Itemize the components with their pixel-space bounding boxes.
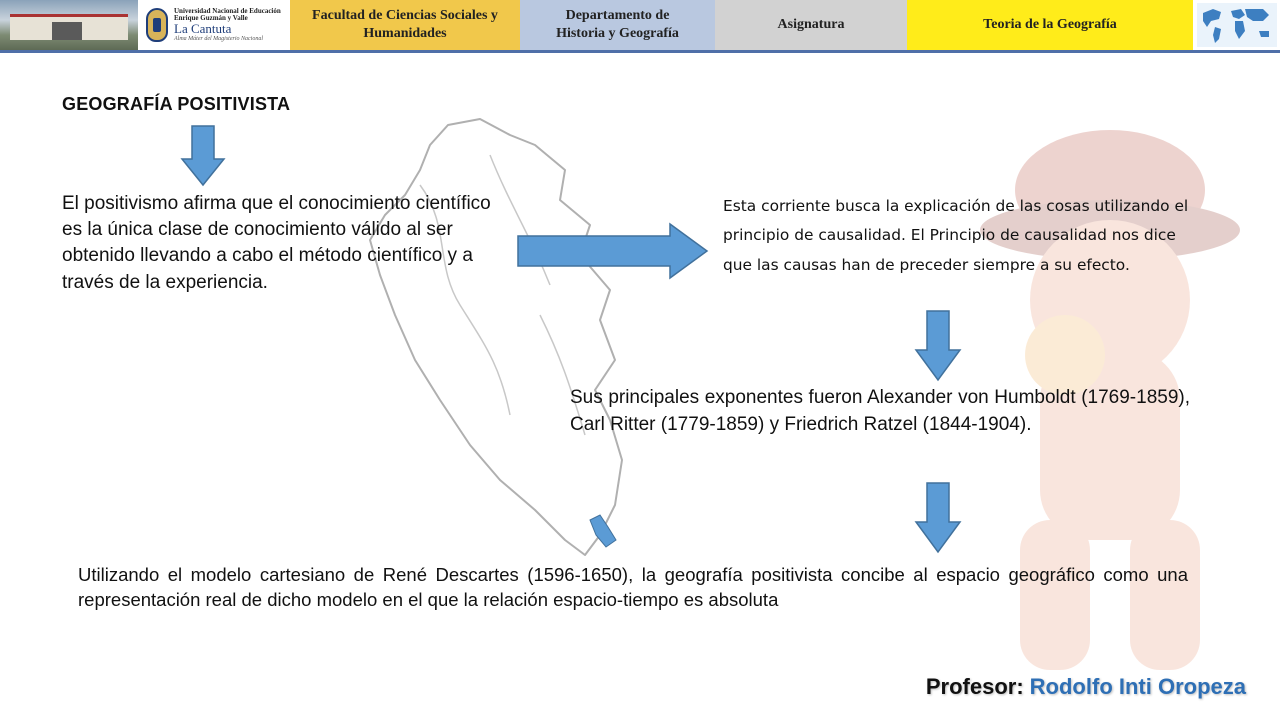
logo-line-4: Alma Máter del Magisterio Nacional xyxy=(174,36,263,43)
subject-name-cell xyxy=(907,0,1193,50)
faculty-cell xyxy=(290,0,520,50)
down-arrow-title xyxy=(180,125,226,187)
gate-shape xyxy=(52,22,82,40)
university-building-photo xyxy=(0,0,138,50)
faculty-line-2: Humanidades xyxy=(363,26,447,41)
university-seal-icon xyxy=(146,8,168,42)
subject-label: Asignatura xyxy=(777,16,845,32)
main-exponents: Sus principales exponentes fueron Alexander von Humboldt (1769-1859), Carl Ritter (1779-1859) y Friedrich Ratzel (1844-1904). xyxy=(570,387,1190,435)
subject-name: Teoria de la Geografía xyxy=(983,16,1117,32)
down-arrow-causality xyxy=(914,310,962,382)
university-logo-text xyxy=(174,8,281,43)
right-arrow-causality xyxy=(516,222,710,280)
professor-name: Rodolfo Inti Oropeza xyxy=(1029,674,1246,699)
cartesian-model-paragraph: Utilizando el modelo cartesiano de René Descartes (1596-1650), la geografía positivista concibe al espacio geográfico como una representación real de dicho modelo en el que la relación espacio-tiempo es absoluta xyxy=(78,564,1188,610)
header-band xyxy=(0,0,1280,50)
subject-label-cell xyxy=(715,0,907,50)
logo-line-3: La Cantuta xyxy=(174,21,232,37)
department-cell xyxy=(520,0,715,50)
university-logo xyxy=(138,0,290,50)
logo-line-2: Enrique Guzmán y Valle xyxy=(174,14,248,23)
department-line-2: Historia y Geografía xyxy=(556,26,679,41)
down-arrow-exponents xyxy=(914,482,962,554)
professor-credit xyxy=(926,674,1246,700)
peru-map-outline xyxy=(360,115,650,565)
page-title: GEOGRAFÍA POSITIVISTA xyxy=(62,94,291,114)
faculty-line-1: Facultad de Ciencias Sociales y xyxy=(312,7,498,23)
header-divider xyxy=(0,50,1280,53)
world-map-icon xyxy=(1193,0,1280,50)
professor-label: Profesor: xyxy=(925,674,1024,699)
causality-explanation: Esta corriente busca la explicación de las cosas utilizando el principio de causalidad. El Principio de causalidad nos dice que las causas han de preceder siempre a su efecto. xyxy=(723,197,1189,274)
logo-line-1: Universidad Nacional de Educación xyxy=(174,6,281,15)
positivism-definition: El positivismo afirma que el conocimiento científico es la única clase de conocimiento válido al ser obtenido llevando a cabo el método científico y a través de la experiencia. xyxy=(62,193,491,293)
department-line-1: Departamento de xyxy=(565,7,670,23)
